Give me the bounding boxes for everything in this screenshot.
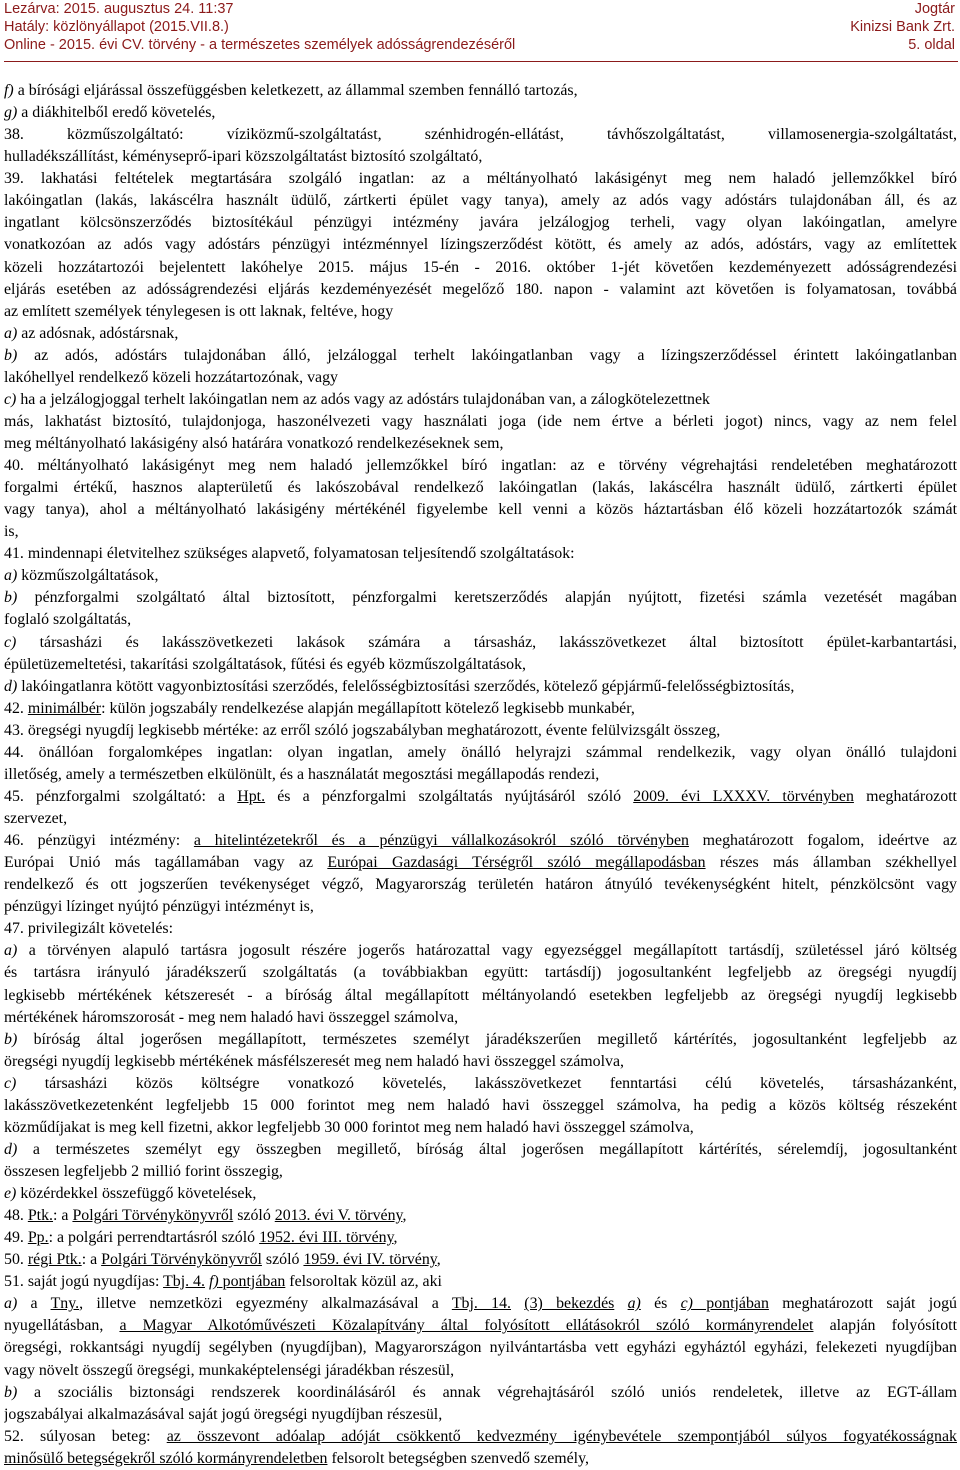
legal-reference-link[interactable]: c) (680, 1295, 693, 1313)
text-run: lakóingatlan (lakás, lakáscélra használt üdülő, zártkerti épület vagy tanya), amely az adós vagy adóstárs tulajdonában áll, és az (4, 192, 957, 210)
legal-reference-link[interactable]: régi Ptk. (27, 1251, 82, 1269)
text-line (4, 257, 957, 279)
enumeration-marker: f) (4, 82, 18, 99)
text-line (4, 1249, 957, 1271)
header-closing-date: Lezárva: 2015. augusztus 24. 11:37 (4, 1, 234, 17)
text-run: rendelkező és ott jogszerűen tevékenységet végző, Magyarország területén határon átnyúló tevékenységként hitelt, pénzkölcsönt vagy (4, 876, 957, 894)
legal-reference-link[interactable]: minősülő betegségekről szóló kormányrendeletben (4, 1449, 328, 1467)
text-run (511, 1295, 524, 1312)
text-run: is, (4, 523, 19, 541)
text-run: 45. pénzforgalmi szolgáltató: a (4, 787, 238, 805)
text-line (4, 720, 957, 742)
enumeration-marker: b) (4, 1030, 34, 1048)
legal-reference-link[interactable]: a Magyar Alkotóművészeti Közalapítvány által folyósított ellátásokról szóló kormányrendelet (119, 1317, 814, 1335)
text-line (4, 1029, 957, 1051)
text-run: alapján folyósított (813, 1317, 957, 1335)
text-run: felsoroltak közül az, aki (285, 1273, 442, 1291)
text-run: 49. (4, 1229, 28, 1247)
text-line (4, 1007, 957, 1029)
text-line (4, 80, 957, 102)
header-licensee: Kinizsi Bank Zrt. (850, 19, 955, 35)
text-line (4, 234, 957, 256)
enumeration-marker: a) (4, 1295, 31, 1313)
text-run: a diákhitelből eredő követelés, (21, 104, 216, 122)
text-run: összesen legfeljebb 2 millió forint összegig, (4, 1162, 283, 1180)
text-run: más, lakhatást biztosító, tulajdonjoga, haszonélvezeti vagy használati joga (ide nem értve a bérleti jogot) nincs, vagy az nem felel (4, 412, 957, 430)
text-line (4, 168, 957, 190)
text-run: az említett személyek ténylegesen is ott laknak, feltéve, hogy (4, 302, 394, 320)
enumeration-marker: a) (4, 942, 29, 960)
text-run: az adósnak, adóstársnak, (21, 324, 179, 342)
text-run: 50. (4, 1251, 28, 1269)
text-run: szóló (261, 1251, 304, 1269)
enumeration-marker: c) (4, 390, 21, 408)
text-run: közeli hozzátartozói bejelentett lakóhelye 2015. május 15-én - 2016. október 1-jét követően kezdeményezett adósságrendezési (4, 258, 957, 276)
text-line (4, 190, 957, 212)
text-run: 48. (4, 1207, 28, 1225)
text-run: 39. lakhatási feltételek megtartására szolgáló ingatlan: az a méltányolható lakásigényt meg nem haladó jellemzőkkel bíró (4, 170, 957, 188)
text-run: 42. (4, 699, 28, 717)
text-run: 44. önállóan forgalomképes ingatlan: olyan ingatlan, amely önálló helyrajzi számmal rendelkezik, vagy olyan önálló tulajdoni (4, 743, 957, 761)
text-run: , (436, 1251, 441, 1269)
text-run: meghatározott fogalom, ideértve az (688, 832, 957, 849)
text-line (4, 345, 957, 367)
enumeration-marker: c) (4, 633, 40, 651)
text-line (4, 279, 957, 301)
text-line (4, 1117, 957, 1139)
text-line (4, 1271, 957, 1293)
text-run: 52. súlyosan beteg: (4, 1427, 167, 1445)
text-run: szóló (233, 1207, 275, 1225)
text-run: legkisebb mértékének kétszeresét - a bíróság által megállapított méltányolandó esetekben legfeljebb az öregségi nyugdíj legkisebb (4, 986, 957, 1004)
legal-reference-link[interactable]: Ptk. (27, 1207, 54, 1225)
text-line (4, 521, 957, 543)
text-line (4, 389, 957, 411)
legal-reference-link[interactable]: Polgári Törvénykönyvről (101, 1251, 262, 1269)
text-run: épületüzemeltetési, takarítási szolgáltatások, fűtési és egyéb közműszolgáltatások, (4, 655, 527, 673)
text-run: vagy tanya), ahol a méltányolható lakásigény mértékénél figyelembe kell venni a közös háztartásban élő közeli hozzátartozók számát (4, 501, 957, 519)
text-line (4, 499, 957, 521)
text-run: 43. öregségi nyugdíj legkisebb mértéke: az erről szóló jogszabályban meghatározott, évente felülvizsgált összeg, (4, 721, 721, 739)
text-line (4, 808, 957, 830)
enumeration-marker: d) (4, 1140, 33, 1158)
text-line (4, 1183, 957, 1205)
header-publisher: Jogtár (914, 1, 955, 17)
text-run: , (393, 1229, 398, 1247)
text-line (4, 1315, 957, 1337)
legal-reference-link[interactable]: Pp. (27, 1229, 49, 1247)
enumeration-marker: a) (4, 324, 22, 342)
text-run: 38. közműszolgáltató: víziközmű-szolgáltatást, szénhidrogén-ellátást, távhőszolgáltatást, villamosenergia-szolgáltatást, (4, 126, 957, 144)
header-page-number: 5. oldal (908, 37, 955, 53)
legal-reference-link[interactable]: a) (627, 1295, 641, 1313)
text-run: lakóingatlanra kötött vagyonbiztosítási szerződés, felelősségbiztosítási szerződés, kötelező gépjármű-felelősségbiztosítás, (21, 677, 795, 695)
text-run: hulladékszállítást, kéményseprő-ipari közszolgáltatást biztosító szolgáltató, (4, 148, 483, 166)
text-line (4, 1227, 957, 1249)
text-run: forgalmi értékű, hasznos alapterületű és lakószobával rendelkező lakóingatlan (lakás, lakáscélra használt üdülő, zártkerti épület (4, 479, 957, 497)
text-line (4, 852, 957, 874)
text-run: 40. méltányolható lakásigényt meg nem haladó jellemzőkkel bíró ingatlan: az e törvény végrehajtási rendeletében meghatározott (4, 457, 957, 474)
text-run: közérdekkel összefüggő követelések, (20, 1185, 257, 1202)
text-line (4, 1426, 957, 1448)
text-line (4, 896, 957, 918)
text-line (4, 609, 957, 631)
text-run: meg méltányolható lakásigény alsó határára vonatkozó rendelkezéseknek sem, (4, 435, 504, 452)
text-run: felsorolt betegségben szenvedő személy, (327, 1449, 589, 1467)
text-line (4, 212, 957, 234)
text-line (4, 632, 957, 654)
text-run: a bírósági eljárással összefüggésben keletkezett, az állammal szemben fennálló tartozás, (17, 82, 578, 99)
text-run: : külön jogszabály rendelkezése alapján megállapított kötelező legkisebb munkabér, (101, 699, 635, 717)
text-run: társasházi és lakásszövetkezeti lakások számára a társasház, lakásszövetkezet által biztosított épület-karbantartási, (39, 633, 957, 651)
text-line (4, 1448, 957, 1470)
legal-reference-link[interactable]: 1952. évi III. törvény (259, 1229, 394, 1247)
legal-reference-link[interactable]: (3) bekezdés (524, 1295, 615, 1313)
text-run: és (640, 1295, 681, 1313)
text-line (4, 764, 957, 786)
text-line (4, 1404, 957, 1426)
text-line (4, 1382, 957, 1404)
text-line (4, 1337, 957, 1359)
text-run: , (402, 1207, 407, 1225)
text-run: a (30, 1295, 51, 1313)
text-line (4, 1360, 957, 1382)
enumeration-marker: b) (4, 346, 35, 364)
text-run: ha a jelzálogjoggal terhelt lakóingatlan nem az adós vagy az adóstárs tulajdonában van, a zálogkötelezettnek (20, 390, 710, 408)
text-line (4, 367, 957, 389)
text-line (4, 565, 957, 587)
text-run: , illetve nemzetközi egyezmény alkalmazásával a (79, 1295, 452, 1313)
text-line (4, 1139, 957, 1161)
legal-reference-link[interactable]: a hitelintézetekről és a pénzügyi vállalkozásokról szóló törvényben (193, 832, 689, 849)
text-run: a természetes személyt egy összegben megillető, bíróság által jogerősen megállapított kártérítés, sérelemdíj, jogosultanként (32, 1140, 957, 1158)
text-line (4, 698, 957, 720)
text-run: meghatározott (853, 787, 957, 805)
text-run: vagy növelt összegű öregségi, munkaképtelenségi járadékban részesül, (4, 1361, 455, 1379)
text-run: eljárás esetében az adósságrendezési eljárás kezdeményezését megelőző 180. napon - valamint azt követően is folyamatosan, továbbá (4, 280, 957, 298)
legal-reference-link[interactable]: pontjában (692, 1295, 769, 1313)
text-run: ingatlant kölcsönszerződés biztosítékául pénzügyi intézmény javára jelzálogjog terheli, vagy olyan lakóingatlan, amelyre (4, 214, 957, 232)
text-line (4, 455, 957, 477)
text-line (4, 1073, 957, 1095)
text-run: pénzforgalmi szolgáltató által biztosított, pénzforgalmi keretszerződés alapján nyújtott, fizetési számla vezetését magában (34, 589, 957, 607)
enumeration-marker: g) (4, 104, 22, 122)
text-line (4, 962, 957, 984)
text-line (4, 742, 957, 764)
legal-reference-link[interactable]: Európai Gazdasági Térségről szóló megállapodásban (327, 854, 706, 872)
text-run: lakóhellyel rendelkező közeli hozzátartozónak, vagy (4, 368, 338, 386)
text-line (4, 587, 957, 609)
text-line (4, 323, 957, 345)
text-line (4, 433, 957, 455)
text-run: vonatkozóan az adós vagy adóstárs pénzügyi intézménnyel lízingszerződést kötött, és amely az adós, adóstárs, vagy az említettek (4, 236, 957, 254)
text-run: : a (53, 1207, 73, 1225)
text-run: pénzügyi lízinget nyújtó pénzügyi intézményt is, (4, 898, 314, 916)
text-line (4, 1293, 957, 1315)
enumeration-marker: c) (4, 1074, 45, 1092)
text-run: részes más államban székhellyel (705, 854, 957, 872)
header-effective-state: Hatály: közlönyállapot (2015.VII.8.) (4, 19, 229, 35)
text-run: foglaló szolgáltatás, (4, 611, 132, 629)
enumeration-marker: a) (4, 567, 22, 585)
text-line (4, 985, 957, 1007)
enumeration-marker: b) (4, 589, 35, 607)
text-run: és tartásra irányuló járadékszerű szolgáltatás (a továbbiakban együtt: tartásdíj) jogosultanként legfeljebb az öregségi nyugdíj (4, 964, 957, 982)
text-run: a szociális biztonsági rendszerek koordinálásáról és annak végrehajtásáról szóló uniós rendeletek, illetve az EGT-állam (34, 1383, 957, 1401)
text-line (4, 830, 957, 852)
text-line (4, 1051, 957, 1073)
text-line (4, 301, 957, 323)
text-run: lakásszövetkezetenként legfeljebb 15 000 forintot meg nem haladó havi összeggel számolva, ha pedig a közös költség részeként (4, 1096, 957, 1114)
text-run: a törvényen alapuló tartásra jogosult részére jogerős határozattal vagy egyezséggel megállapított tartásdíj, születéssel járó költség (28, 942, 957, 960)
text-line (4, 1205, 957, 1227)
enumeration-marker: e) (4, 1185, 21, 1202)
legal-reference-link[interactable]: f) (208, 1273, 219, 1291)
enumeration-marker: d) (4, 677, 22, 695)
text-line (4, 874, 957, 896)
text-run: jogszabályai alkalmazásával saját jogú öregségi nyugdíjban részesül, (4, 1405, 443, 1423)
legal-reference-link[interactable]: Hpt. (237, 787, 266, 805)
text-line (4, 676, 957, 698)
text-run: Európai Unió más tagállamában vagy az (4, 854, 328, 872)
text-run: mértékének háromszorosát - meg nem haladó havi összeggel számolva, (4, 1008, 459, 1026)
text-line (4, 654, 957, 676)
text-run: nyugellátásban, (4, 1317, 120, 1335)
text-run: meghatározott saját jogú (768, 1295, 957, 1313)
text-run: öregségi, rokkantsági nyugdíj segélyben (nyugdíjban), Magyarországon nyilvántartásba vett egyházi egyháztól egyházi, felekezeti nyugdíjban (4, 1339, 957, 1357)
legal-reference-link[interactable]: Tbj. 4. (163, 1273, 205, 1291)
legal-reference-link[interactable]: Polgári Törvénykönyvről (72, 1207, 234, 1225)
text-line (4, 786, 957, 808)
text-line (4, 124, 957, 146)
text-run: öregségi nyugdíj legkisebb mértékének másfélszeresét meg nem haladó havi összeggel számolva, (4, 1052, 624, 1070)
text-run (614, 1295, 627, 1312)
legal-reference-link[interactable]: Tny. (50, 1295, 80, 1313)
header-document-title: Online - 2015. évi CV. törvény - a természetes személyek adósságrendezéséről (4, 37, 516, 53)
text-line (4, 1161, 957, 1183)
text-line (4, 940, 957, 962)
text-run: illetőség, amely a természetben elkülönült, és a használatát megosztási megállapodás rendezi, (4, 765, 600, 783)
text-run: közműszolgáltatások, (21, 567, 159, 585)
enumeration-marker: b) (4, 1383, 35, 1401)
text-run: szervezet, (4, 810, 68, 827)
text-run: : a (81, 1251, 102, 1269)
legal-reference-link[interactable]: 2013. évi V. törvény (274, 1207, 403, 1225)
text-run: bíróság által jogerősen megállapított, természetes személyt járadékszerűen megillető kártérítés, jogosultanként legfeljebb az (33, 1030, 957, 1048)
legal-reference-link[interactable]: minimálbér (27, 699, 102, 717)
text-run: 51. saját jogú nyugdíjas: (4, 1273, 164, 1291)
text-run: : a polgári perrendtartásról szóló (48, 1229, 260, 1247)
legal-reference-link[interactable]: Tbj. 14. (451, 1295, 511, 1313)
text-run: 47. privilegizált követelés: (4, 920, 174, 938)
legal-reference-link[interactable]: 2009. évi LXXXV. törvényben (633, 787, 854, 805)
legal-reference-link[interactable]: pontjában (218, 1273, 286, 1291)
legal-reference-link[interactable]: 1959. évi IV. törvény (303, 1251, 437, 1269)
text-run: az adós, adóstárs tulajdonában álló, jelzáloggal terhelt lakóingatlanban vagy a lízingszerződéssel érintett lakóingatlanban (34, 346, 957, 364)
text-run: 41. mindennapi életvitelhez szükséges alapvető, folyamatosan teljesítendő szolgáltatások: (4, 545, 575, 563)
legal-reference-link[interactable]: az összevont adóalap adóját csökkentő kedvezmény igénybevétele szempontjából súlyos fogyatékosságnak (166, 1427, 957, 1445)
text-run: társasházi közös költségre vonatkozó követelés, lakásszövetkezet fenntartási célú követelés, társasházanként, (44, 1074, 957, 1092)
text-line (4, 102, 957, 124)
text-line (4, 411, 957, 433)
text-line (4, 543, 957, 565)
text-line (4, 477, 957, 499)
text-line (4, 146, 957, 168)
text-run: és a pénzforgalmi szolgáltatás nyújtásáról szóló (265, 787, 634, 805)
text-run: közműdíjakat is meg kell fizetni, akkor legfeljebb 30 000 forintot meg nem haladó havi összeggel számolva, (4, 1118, 694, 1136)
text-run: 46. pénzügyi intézmény: (4, 832, 194, 849)
text-line (4, 1095, 957, 1117)
text-line (4, 918, 957, 940)
